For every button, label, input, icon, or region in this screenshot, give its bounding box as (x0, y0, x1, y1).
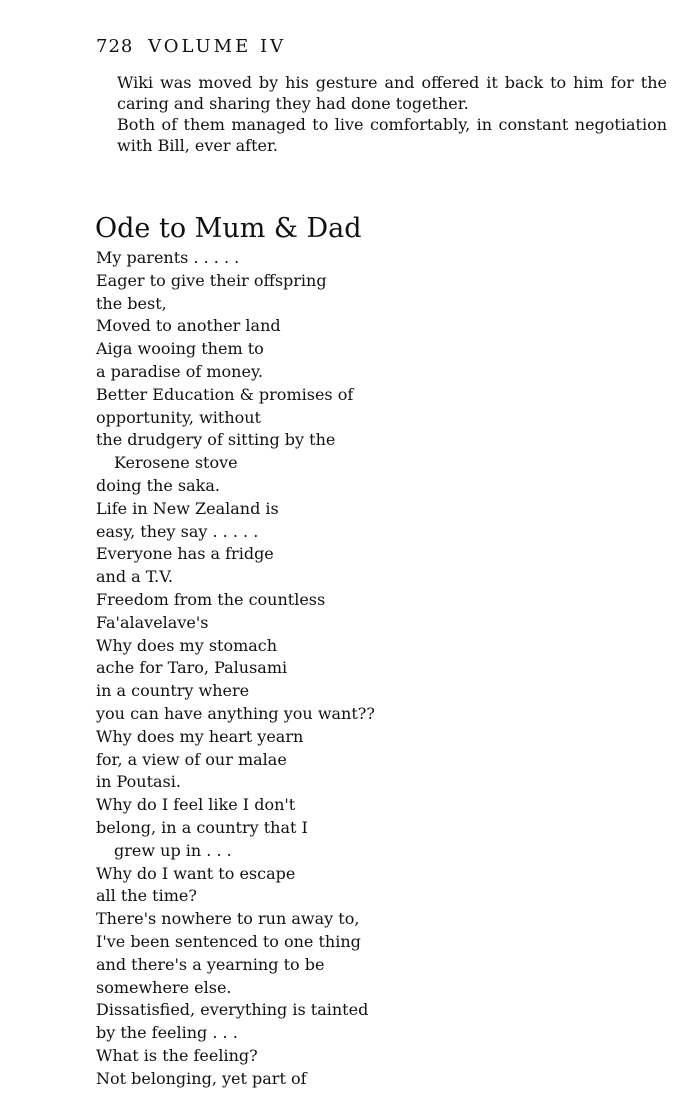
page-number: 728 (96, 36, 134, 57)
poem-line: easy, they say . . . . . (96, 521, 259, 541)
poem-line: in Poutasi. (96, 772, 181, 792)
poem-line: and a T.V. (96, 567, 174, 587)
poem-line: belong, in a country that I (96, 817, 308, 837)
poem-line: Everyone has a fridge (96, 544, 274, 564)
poem-body (96, 247, 375, 1090)
poem-line: Dissatisfied, everything is tainted (96, 1000, 369, 1020)
prose-paragraph: Wiki was moved by his gesture and offered it back to him for the caring and sharing they had done together. (117, 73, 667, 113)
poem-line: Freedom from the countless (96, 589, 326, 609)
poem-title: Ode to Mum & Dad (95, 213, 362, 244)
poem-line: all the time? (96, 886, 197, 906)
poem-line: Eager to give their offspring (96, 270, 327, 290)
poem-line: in a country where (96, 681, 250, 701)
poem-line: Aiga wooing them to (96, 339, 264, 359)
poem-line: and there's a yearning to be (96, 954, 325, 974)
page-header (96, 36, 286, 57)
volume-label: VOLUME IV (148, 36, 287, 57)
poem-line: What is the feeling? (96, 1045, 258, 1065)
poem-line: Not belonging, yet part of (96, 1068, 307, 1088)
poem-line: by the feeling . . . (96, 1023, 238, 1043)
prose-paragraph: Both of them managed to live comfortably, in constant negotiation with Bill, ever after. (117, 115, 667, 155)
poem-line: the drudgery of sitting by the (96, 430, 336, 450)
poem-line: a paradise of money. (96, 361, 263, 381)
story-ending (117, 72, 667, 156)
poem-line: Why do I feel like I don't (96, 795, 296, 815)
poem-line: I've been sentenced to one thing (96, 931, 361, 951)
poem-line: My parents . . . . . (96, 248, 240, 267)
poem-line: Fa'alavelave's (96, 612, 209, 632)
poem-line: Life in New Zealand is (96, 498, 279, 518)
poem-line: Better Education & promises of (96, 384, 354, 404)
poem-line: Why does my stomach (96, 635, 278, 655)
poem-line: the best, (96, 293, 167, 313)
poem-line: There's nowhere to run away to, (96, 909, 360, 929)
poem-line: Kerosene stove (114, 453, 238, 473)
poem-line: Moved to another land (96, 316, 281, 336)
poem-line: doing the saka. (96, 475, 220, 495)
poem-line: somewhere else. (96, 977, 232, 997)
poem-line: Why do I want to escape (96, 863, 296, 883)
poem-line: you can have anything you want?? (96, 703, 375, 723)
poem-line: Why does my heart yearn (96, 726, 304, 746)
poem-line: opportunity, without (96, 407, 261, 427)
poem-line: ache for Taro, Palusami (96, 658, 288, 678)
poem-line: for, a view of our malae (96, 749, 287, 769)
poem-line: grew up in . . . (114, 840, 232, 860)
